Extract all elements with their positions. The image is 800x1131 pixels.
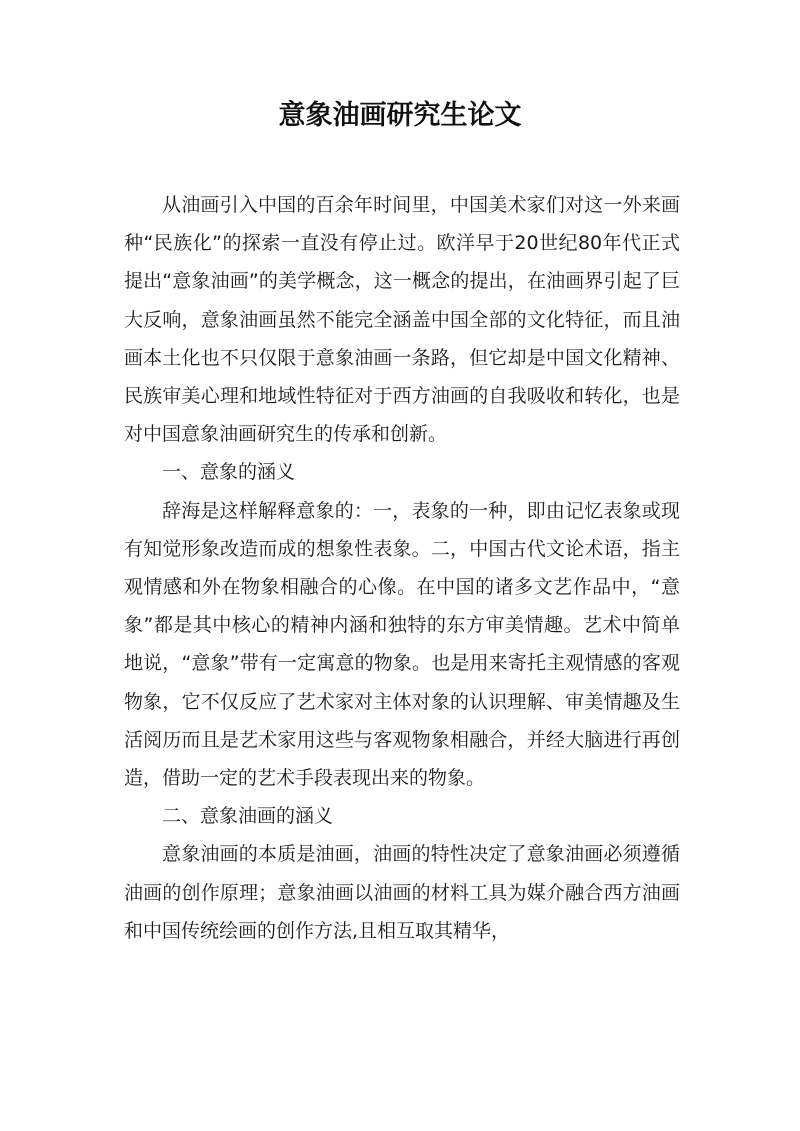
section-heading-1: 一、意象的涵义 <box>162 461 296 484</box>
section-heading-2: 二、意象油画的涵义 <box>162 805 334 828</box>
paragraph-meaning-of-yixiang: 辞海是这样解释意象的：一，表象的一种，即由记忆表象或现有知觉形象改造而成的想象性表象。二，中国古代文论术语，指主观情感和外在物象相融合的心像。在中国的诸多文艺作品中，“意象”都是其中核心的精神内涵和独特的东方审美情趣。艺术中简单地说，“意象”带有一定寓意的物象。也是用来寄托主观情感的客观物象，它不仅反应了艺术家对主体对象的认识理解、审美情趣及生活阅历而且是艺术家用这些与客观物象相融合，并经大脑进行再创造，借助一定的艺术手段表现出来的物象。 <box>124 499 680 790</box>
paragraph-meaning-of-yixiang-oil-painting: 意象油画的本质是油画，油画的特性决定了意象油画必须遵循油画的创作原理；意象油画以油画的材料工具为媒介融合西方油画和中国传统绘画的创作方法,且相互取其精华， <box>124 843 680 942</box>
document-body <box>124 186 680 950</box>
page-title: 意象油画研究生论文 <box>278 100 522 131</box>
paragraph-intro: 从油画引入中国的百余年时间里，中国美术家们对这一外来画种“民族化”的探索一直没有停止过。欧洋早于20世纪80年代正式提出“意象油画”的美学概念，这一概念的提出，在油画界引起了巨大反响，意象油画虽然不能完全涵盖中国全部的文化特征，而且油画本土化也不只仅限于意象油画一条路，但它却是中国文化精神、民族审美心理和地域性特征对于西方油画的自我吸收和转化，也是对中国意象油画研究生的传承和创新。 <box>124 194 680 446</box>
